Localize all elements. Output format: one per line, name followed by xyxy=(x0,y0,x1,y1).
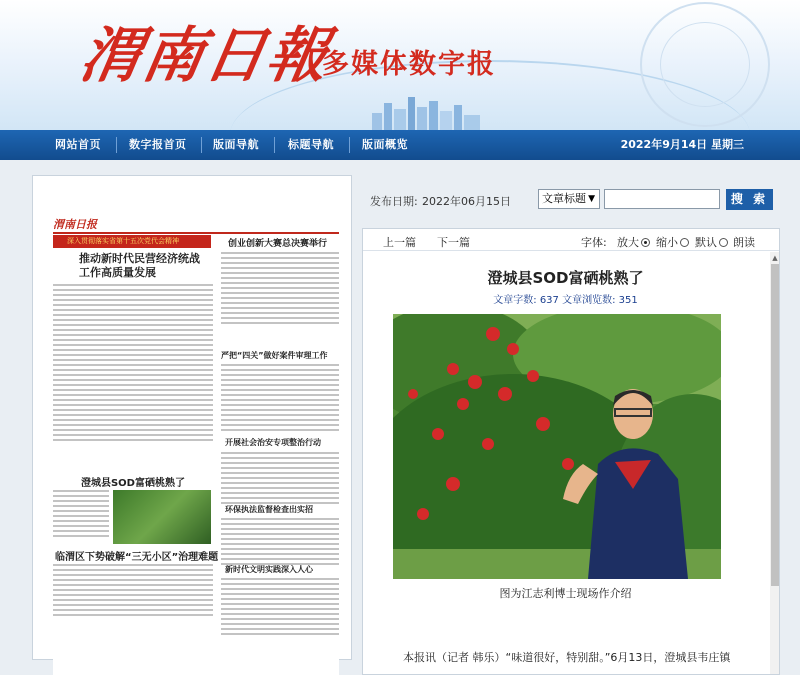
headline-three-no-communities[interactable]: 临渭区下势破解“三无小区”治理难题 xyxy=(55,552,219,563)
four-checks-text xyxy=(221,364,339,434)
nav-page-nav[interactable]: 版面导航 xyxy=(213,138,259,151)
civilization-text xyxy=(221,578,339,638)
search-button[interactable]: 搜 索 xyxy=(726,189,773,210)
page-banner: 深入贯彻落实省第十五次党代会精神 xyxy=(53,235,211,248)
public-security-text xyxy=(221,452,339,507)
article-container xyxy=(362,228,780,675)
lead-article-text xyxy=(53,284,213,444)
header-banner xyxy=(0,0,800,130)
font-shrink-option[interactable] xyxy=(656,234,689,250)
article-toolbar xyxy=(363,229,779,251)
contest-article-text xyxy=(221,252,339,327)
page-masthead: 渭南日报 xyxy=(53,218,97,231)
nav-digital-home[interactable]: 数字报首页 xyxy=(129,138,187,151)
article-meta: 文章字数: 637 文章浏览数: 351 xyxy=(493,295,638,306)
newspaper-page-panel xyxy=(32,175,352,660)
article-body: 本报讯（记者 韩乐）“味道很好，特别甜。”6月13日，澄城县韦庄镇 xyxy=(403,651,731,664)
article-title: 澄城县SOD富硒桃熟了 xyxy=(487,269,644,287)
newspaper-page-image[interactable] xyxy=(53,212,339,675)
environment-text xyxy=(221,518,339,568)
chevron-down-icon: ▼ xyxy=(588,194,595,204)
nav-separator xyxy=(201,137,202,153)
search-field-select[interactable] xyxy=(538,189,600,209)
peach-article-text xyxy=(53,490,109,540)
masthead-rule xyxy=(53,232,339,234)
font-enlarge-label: 放大 xyxy=(617,236,639,249)
publish-date-label: 发布日期: xyxy=(370,195,418,208)
logo-title: 渭南日報 xyxy=(74,21,336,91)
headline-environment[interactable]: 环保执法监督检查出实招 xyxy=(225,505,313,514)
radio-icon[interactable] xyxy=(719,238,728,247)
globe-decoration-inner xyxy=(660,22,750,107)
radio-icon[interactable] xyxy=(680,238,689,247)
font-default-label: 默认 xyxy=(695,236,717,249)
search-bar xyxy=(362,175,780,215)
nav-home[interactable]: 网站首页 xyxy=(55,138,101,151)
headline-public-security[interactable]: 开展社会治安专项整治行动 xyxy=(225,438,321,447)
main-nav xyxy=(0,130,800,160)
scroll-thumb[interactable] xyxy=(771,264,779,586)
photo-caption: 图为江志利博士现场作介绍 xyxy=(499,587,632,600)
current-date: 2022年9月14日 星期三 xyxy=(620,138,744,151)
radio-icon[interactable] xyxy=(641,238,650,247)
skyline-icon xyxy=(372,95,482,130)
font-size-label: 字体: xyxy=(581,236,607,249)
publish-date-value: 2022年06月15日 xyxy=(422,195,511,208)
font-enlarge-option[interactable] xyxy=(617,234,650,250)
nav-separator xyxy=(274,137,275,153)
article-panel xyxy=(362,175,780,675)
nav-page-overview[interactable]: 版面概览 xyxy=(362,138,408,151)
nav-title-nav[interactable]: 标题导航 xyxy=(288,138,334,151)
headline-civilization[interactable]: 新时代文明实践深入人心 xyxy=(225,565,313,574)
font-default-option[interactable] xyxy=(695,234,728,250)
lead-headline[interactable]: 推动新时代民营经济统战工作高质量发展 xyxy=(79,252,200,279)
search-input[interactable] xyxy=(604,189,720,209)
logo-subtitle: 多媒体数字报 xyxy=(322,49,496,80)
peach-thumbnail xyxy=(113,490,211,544)
headline-peach[interactable]: 澄城县SOD富硒桃熟了 xyxy=(80,478,185,489)
article-scrollbar[interactable] xyxy=(770,252,780,675)
prev-article-link[interactable]: 上一篇 xyxy=(383,236,416,249)
communities-article-text xyxy=(53,564,213,619)
next-article-link[interactable]: 下一篇 xyxy=(437,236,470,249)
read-aloud-button[interactable]: 朗读 xyxy=(733,236,755,249)
search-field-value: 文章标题 xyxy=(542,192,586,205)
nav-separator xyxy=(116,137,117,153)
nav-separator xyxy=(349,137,350,153)
article-photo xyxy=(393,314,721,579)
font-shrink-label: 缩小 xyxy=(656,236,678,249)
triangle-up-icon[interactable]: ▲ xyxy=(772,254,778,262)
headline-four-checks[interactable]: 严把“四关”做好案件审理工作 xyxy=(221,351,328,360)
headline-startup-contest[interactable]: 创业创新大赛总决赛举行 xyxy=(228,239,328,249)
